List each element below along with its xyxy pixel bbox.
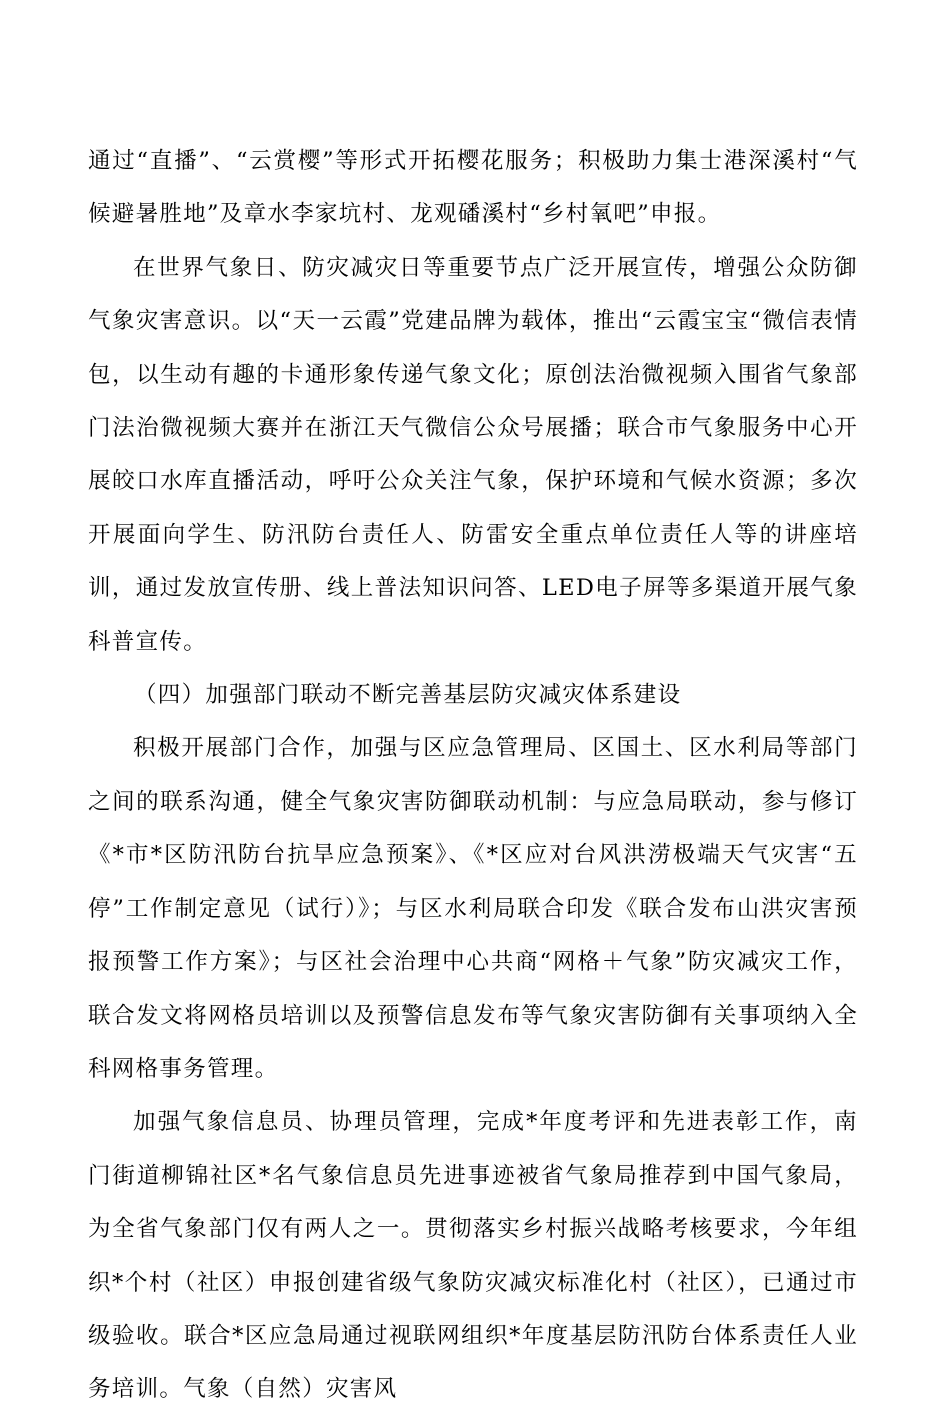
document-body xyxy=(88,135,858,1417)
paragraph-publicity: 在世界气象日、防灾减灾日等重要节点广泛开展宣传，增强公众防御气象灾害意识。以“天一云霞”党建品牌为载体，推出“云霞宝宝“微信表情包，以生动有趣的卡通形象传递气象文化；原创法治微视频入围省气象部门法治微视频大赛并在浙江天气微信公众号展播；联合市气象服务中心开展皎口水库直播活动，呼吁公众关注气象，保护环境和气候水资源；多次开展面向学生、防汛防台责任人、防雷安全重点单位责任人等的讲座培训，通过发放宣传册、线上普法知识问答、LED电子屏等多渠道开展气象科普宣传。 xyxy=(88,254,858,655)
paragraph-information-staff: 加强气象信息员、协理员管理，完成*年度考评和先进表彰工作，南门街道柳锦社区*名气象信息员先进事迹被省气象局推荐到中国气象局，为全省气象部门仅有两人之一。贯彻落实乡村振兴战略考核要求，今年组织*个村（社区）申报创建省级气象防灾减灾标准化村（社区），已通过市级验收。联合*区应急局通过视联网组织*年度基层防汛防台体系责任人业务培训。气象（自然）灾害风 xyxy=(88,1109,858,1403)
paragraph-continuation: 通过“直播”、“云赏樱”等形式开拓樱花服务；积极助力集士港深溪村“气候避暑胜地”及章水李家坑村、龙观磻溪村“乡村氧吧”申报。 xyxy=(88,148,858,228)
section-heading-four: （四）加强部门联动不断完善基层防灾减灾体系建设 xyxy=(134,682,682,709)
paragraph-department-cooperation: 积极开展部门合作，加强与区应急管理局、区国土、区水利局等部门之间的联系沟通，健全气象灾害防御联动机制：与应急局联动，参与修订《*市*区防汛防台抗旱应急预案》、《*区应对台风洪涝极端天气灾害“五停”工作制定意见（试行）》；与区水利局联合印发《联合发布山洪灾害预报预警工作方案》；与区社会治理中心共商“网格＋气象”防灾减灾工作，联合发文将网格员培训以及预警信息发布等气象灾害防御有关事项纳入全科网格事务管理。 xyxy=(88,735,858,1082)
